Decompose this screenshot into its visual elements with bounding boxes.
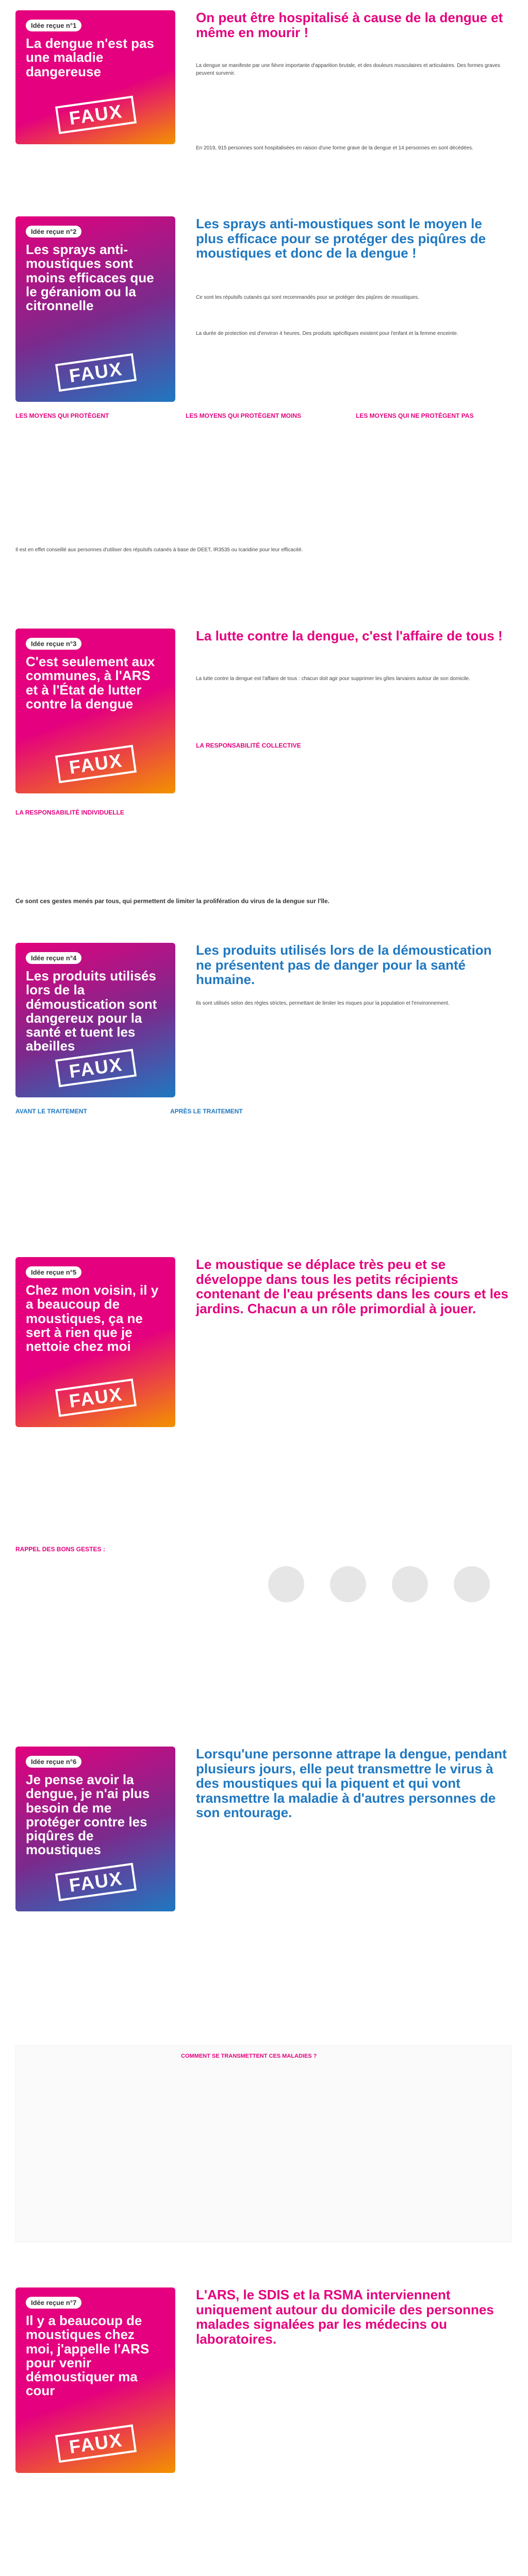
myth-claim: C'est seulement aux communes, à l'ARS et à l'État de lutter contre la dengue <box>26 654 155 711</box>
myth-card-3 <box>15 629 175 793</box>
section-2 <box>0 196 528 608</box>
transmission-infographic <box>15 2045 512 2242</box>
fact-headline: Les sprays anti-moustiques sont le moyen le plus efficace pour se protéger des piqûres de moustiques et donc de la dengue ! <box>196 216 486 261</box>
column-heading: LES MOYENS QUI PROTÈGENT <box>15 412 109 419</box>
myth-card-2 <box>15 216 175 402</box>
faux-stamp: FAUX <box>55 96 137 134</box>
section-6 <box>0 1726 528 2267</box>
myth-number: Idée reçue n°6 <box>26 1756 81 1768</box>
fact-paragraph: Ils sont utilisés selon des règles strictes, permettant de limiter les risques pour la population et l'environnement. <box>196 1001 450 1006</box>
section-4 <box>0 927 528 1236</box>
myth-number: Idée reçue n°1 <box>26 20 81 31</box>
myth-number: Idée reçue n°7 <box>26 2297 81 2309</box>
fact-paragraph: La dengue se manifeste par une fièvre importante d'apparition brutale, et des douleurs musculaires et articulaires. Des formes graves peuvent survenir. <box>196 63 500 76</box>
myth-card-5 <box>15 1257 175 1427</box>
subhead-before: AVANT LE TRAITEMENT <box>15 1108 87 1115</box>
faux-stamp: FAUX <box>55 353 137 392</box>
fact-paragraph: La lutte contre la dengue est l'affaire de tous : chacun doit agir pour supprimer les gîtes larvaires autour de son domicile. <box>196 676 471 682</box>
section-5 <box>0 1236 528 1726</box>
myth-claim: La dengue n'est pas une maladie dangereuse <box>26 36 154 79</box>
fact-headline: L'ARS, le SDIS et la RSMA interviennent uniquement autour du domicile des personnes malades signalées par les médecins ou laboratoires. <box>196 2287 494 2347</box>
closing-statement: Ce sont ces gestes menés par tous, qui permettent de limiter la prolifération du virus de la dengue sur l'île. <box>15 897 330 905</box>
myth-claim: Les sprays anti-moustiques sont moins efficaces que le géraniom ou la citronnelle <box>26 242 154 314</box>
section-3 <box>0 608 528 927</box>
subhead-good-gestures: RAPPEL DES BONS GESTES : <box>15 1546 105 1553</box>
gesture-icon <box>392 1566 428 1602</box>
section-7 <box>0 2267 528 2576</box>
faux-stamp: FAUX <box>55 745 137 784</box>
subhead-after: APRÈS LE TRAITEMENT <box>170 1108 243 1115</box>
faux-stamp: FAUX <box>55 2425 137 2463</box>
myth-number: Idée reçue n°3 <box>26 638 81 650</box>
fact-headline: La lutte contre la dengue, c'est l'affaire de tous ! <box>196 628 503 643</box>
fact-paragraph: En 2019, 915 personnes sont hospitalisées en raison d'une forme grave de la dengue et 14 personnes en sont décédées. <box>196 145 473 151</box>
myth-number: Idée reçue n°2 <box>26 226 81 238</box>
column-heading: LES MOYENS QUI NE PROTÈGENT PAS <box>356 412 474 419</box>
gesture-icon <box>330 1566 366 1602</box>
fact-headline: Lorsqu'une personne attrape la dengue, pendant plusieurs jours, elle peut transmettre le virus à des moustiques qui la piquent et qui vont transmettre la maladie à d'autres personnes de son entourage. <box>196 1746 507 1821</box>
fact-headline: Le moustique se déplace très peu et se développe dans tous les petits récipients contenant de l'eau présents dans les cours et les jardins. Chacun a un rôle primordial à jouer. <box>196 1257 508 1316</box>
section-1 <box>0 0 528 196</box>
myth-card-1 <box>15 10 175 144</box>
myth-claim: Je pense avoir la dengue, je n'ai plus besoin de me protéger contre les piqûres de moustiques <box>26 1772 150 1858</box>
faux-stamp: FAUX <box>55 1049 137 1088</box>
faux-stamp: FAUX <box>55 1379 137 1417</box>
gesture-icon <box>454 1566 490 1602</box>
myth-card-6 <box>15 1747 175 1911</box>
fact-headline: Les produits utilisés lors de la démoustication ne présentent pas de danger pour la santé humaine. <box>196 942 492 988</box>
myth-number: Idée reçue n°5 <box>26 1266 81 1278</box>
subhead-individual: LA RESPONSABILITÉ INDIVIDUELLE <box>15 809 124 816</box>
myth-claim: Il y a beaucoup de moustiques chez moi, j'appelle l'ARS pour venir démoustiquer ma cour <box>26 2313 150 2399</box>
myth-card-7 <box>15 2287 175 2473</box>
infographic-title: COMMENT SE TRANSMETTENT CES MALADIES ? <box>181 2053 317 2059</box>
faux-stamp: FAUX <box>55 1863 137 1902</box>
myth-card-4 <box>15 943 175 1097</box>
subhead-collective: LA RESPONSABILITÉ COLLECTIVE <box>196 742 301 749</box>
myth-claim: Les produits utilisés lors de la démoustication sont dangereux pour la santé et tuent les abeilles <box>26 968 157 1054</box>
fact-paragraph: Ce sont les répulsifs cutanés qui sont recommandés pour se protéger des piqûres de moustiques. <box>196 295 420 300</box>
fact-paragraph: La durée de protection est d'environ 4 heures. Des produits spécifiques existent pour l'enfant et la femme enceinte. <box>196 331 458 336</box>
column-heading: LES MOYENS QUI PROTÈGENT MOINS <box>186 412 302 419</box>
myth-claim: Chez mon voisin, il y a beaucoup de moustiques, ça ne sert à rien que je nettoie chez moi <box>26 1282 159 1354</box>
gesture-icon <box>268 1566 304 1602</box>
fact-headline: On peut être hospitalisé à cause de la dengue et même en mourir ! <box>196 10 503 40</box>
footnote: Il est en effet conseillé aux personnes d'utiliser des répulsifs cutanés à base de DEET, IR3535 ou Icaridine pour leur efficacité. <box>15 547 303 553</box>
myth-number: Idée reçue n°4 <box>26 952 81 964</box>
